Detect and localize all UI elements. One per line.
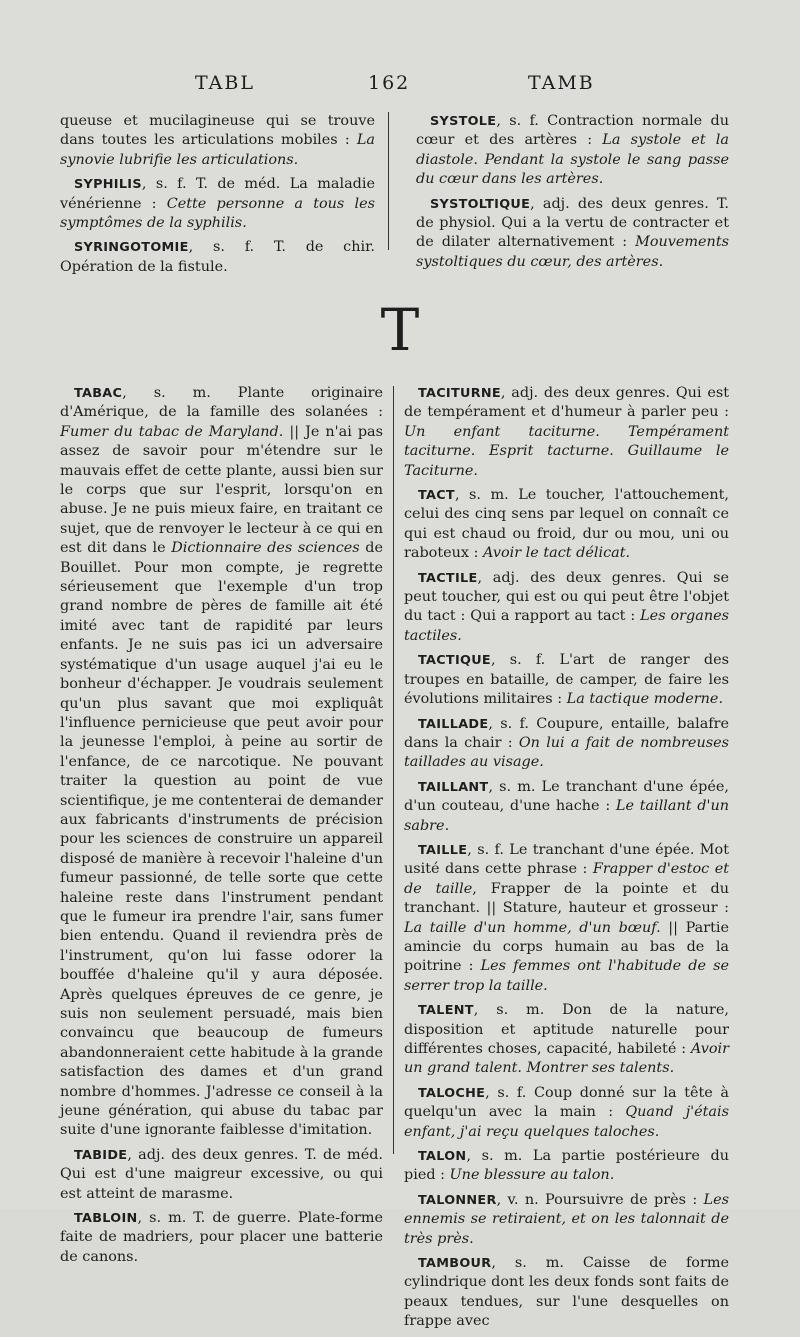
entry-taillant: TAILLANT, s. m. Le tranchant d'une épée, d'un couteau, d'une hache : Le taillant d'un sabre.: [404, 778, 729, 834]
header-left-word: TABL: [195, 72, 255, 94]
top-left-column: [60, 112, 375, 282]
entry-talent: TALENT, s. m. Don de la nature, disposition et aptitude naturelle pour différentes choses, capacité, habileté : Avoir un grand talent. Montrer ses talents.: [404, 1002, 729, 1077]
entry-taciturne: TACITURNE, adj. des deux genres. Qui est de tempérament et d'humeur à parler peu : Un enfant taciturne. Tempérament taciturne. Esprit tacturne. Guillaume le Taciturne.: [404, 385, 729, 479]
headword: SYSTOLTIQUE: [430, 196, 531, 212]
header-right-word: TAMB: [528, 72, 595, 94]
entry-continuation: queuse et mucilagineuse qui se trouve dans toutes les articulations mobiles : La synovie lubrifie les articulations.: [60, 113, 375, 168]
headword: TAILLE: [418, 842, 468, 858]
entry-tact: TACT, s. m. Le toucher, l'attouchement, celui des cinq sens par lequel on connaît ce qui est chaud ou froid, dur ou mou, uni ou raboteux : Avoir le tact délicat.: [404, 487, 729, 562]
entry-tabloin: TABLOIN, s. m. T. de guerre. Plate-forme faite de madriers, pour placer une batterie de canons.: [60, 1210, 383, 1265]
headword: TAILLADE: [418, 716, 489, 732]
entry-talonner: TALONNER, v. n. Poursuivre de près : Les ennemis se retiraient, et on les talonnait de très près.: [404, 1191, 729, 1247]
bottom-right-column: [404, 384, 729, 1337]
entry-taloche: TALOCHE, s. f. Coup donné sur la tête à quelqu'un avec la main : Quand j'étais enfant, j'ai reçu quelques taloches.: [404, 1084, 729, 1140]
headword: TACITURNE: [418, 386, 501, 401]
entry-systole: SYSTOLE, s. f. Contraction normale du cœur et des artères : La systole et la diastole. Pendant la systole le sang passe du cœur dans les artères.: [416, 113, 729, 188]
entry-tactile: TACTILE, adj. des deux genres. Qui se peut toucher, qui est ou qui peut être l'objet du tact : Qui a rapport au tact : Les organes tactiles.: [404, 569, 730, 644]
page-header: [0, 72, 800, 102]
entry-systoltique: SYSTOLTIQUE, adj. des deux genres. T. de physiol. Qui a la vertu de contracter et de dilater alternativement : Mouvements systoltiques du cœur, des artères.: [416, 195, 729, 270]
entry-tambour: TAMBOUR, s. m. Caisse de forme cylindrique dont les deux fonds sont faits de peaux tendues, sur l'une desquelles on frappe avec: [404, 1255, 729, 1330]
entry-tabide: TABIDE, adj. des deux genres. T. de méd. Qui est d'une maigreur excessive, ou qui est atteint de marasme.: [60, 1146, 383, 1202]
headword: TACT: [418, 488, 455, 504]
headword: TABLOIN: [74, 1211, 138, 1227]
headword: SYPHILIS: [74, 177, 142, 193]
entry-talon: TALON, s. m. La partie postérieure du pied : Une blessure au talon.: [404, 1148, 729, 1184]
top-right-column: [416, 112, 729, 277]
section-letter: T: [380, 296, 420, 364]
entry-tactique: TACTIQUE, s. f. L'art de ranger des troupes en bataille, de camper, de faire les évolutions militaires : La tactique moderne.: [404, 652, 729, 708]
page-number: 162: [368, 72, 411, 94]
headword: TALENT: [418, 1003, 474, 1019]
bottom-left-column: [60, 384, 383, 1272]
entry-syphilis: SYPHILIS, s. f. T. de méd. La maladie vénérienne : Cette personne a tous les symptômes de la syphilis.: [60, 176, 375, 232]
entry-syringotomie: SYRINGOTOMIE, s. f. T. de chir. Opération de la fistule.: [60, 239, 375, 275]
headword: TALON: [418, 1149, 467, 1165]
headword: TACTIQUE: [418, 653, 491, 669]
headword: TALOCHE: [418, 1085, 486, 1101]
entry-taillade: TAILLADE, s. f. Coupure, entaille, balafre dans la chair : On lui a fait de nombreuses taillades au visage.: [404, 715, 730, 771]
headword: TACTILE: [418, 570, 478, 586]
entry-tabac: TABAC, s. m. Plante originaire d'Amérique, de la famille des solanées : Fumer du tabac de Maryland. || Je n'ai pas assez de savoir pour m'étendre sur le mauvais effet de cette plante, aussi bien sur le corps que sur l'esprit, lorsqu'on en abuse. Je ne puis mieux faire, en traitant ce sujet, que de renvoyer le lecteur à ce qui en est dit dans le Dictionnaire des sciences de Bouillet. Pour mon compte, je regrette sérieusement que l'exemple d'un trop grand nombre de pères de famille ait été imité avec tant de rapidité par leurs enfants. Je ne suis pas ici un adversaire systématique d'un usage auquel j'ai eu le bonheur d'échapper. Je voudrais seulement qu'un plus savant que moi expliquât l'influence pernicieuse que peut avoir pour la jeunesse l'emploi, à peine au sortir de l'enfance, de ce narcotique. Ne pouvant traiter la question au point de vue scientifique, je me contenterai de demander aux fabricants d'instruments de précision pour les sciences de construire un appareil disposé de manière à recevoir l'haleine d'un fumeur passionné, de telle sorte que cette haleine reste dans l'instrument pendant que le fumeur ira prendre l'air, sans fumer bien entendu. Quand il reviendra près de l'instrument, qu'on lui fasse odorer la bouffée d'haleine qu'il y aura déposée. Après quelques épreuves de ce genre, je suis non seulement persuadé, mais bien convaincu que beaucoup de fumeurs abandonneraient cette habitude à la grande satisfaction des dames et d'un grand nombre d'hommes. J'adresse ce conseil à la jeune génération, qui abuse du tabac par suite d'une ignorante faiblesse d'imitation.: [60, 385, 383, 1139]
column-divider-bottom: [393, 386, 394, 1154]
headword: SYRINGOTOMIE: [74, 240, 189, 256]
column-divider-top: [388, 112, 389, 250]
headword: TABIDE: [74, 1147, 128, 1163]
headword: TAMBOUR: [418, 1256, 492, 1272]
headword: TALONNER: [418, 1192, 497, 1208]
entry-taille: TAILLE, s. f. Le tranchant d'une épée. Mot usité dans cette phrase : Frapper d'estoc et de taille, Frapper de la pointe et du tranchant. || Stature, hauteur et grosseur : La taille d'un homme, d'un bœuf. || Partie amincie du corps humain au bas de la poitrine : Les femmes ont l'habitude de se serrer trop la taille.: [404, 841, 729, 994]
headword: TAILLANT: [418, 779, 489, 795]
headword: SYSTOLE: [430, 114, 497, 129]
headword: TABAC: [74, 386, 123, 401]
